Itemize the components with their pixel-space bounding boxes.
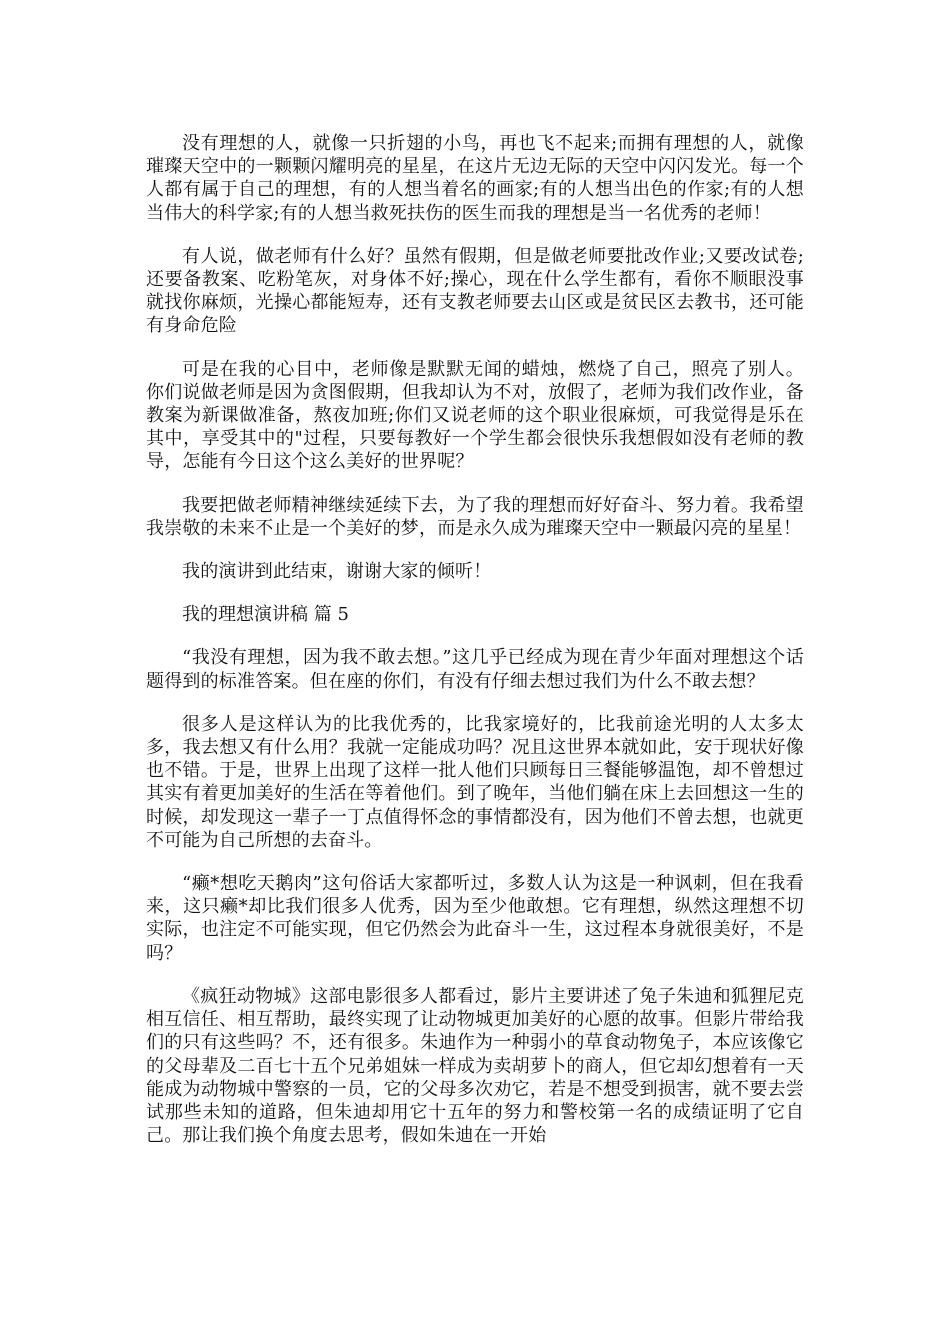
paragraph-continue-spirit: 我要把做老师精神继续延续下去，为了我的理想而好好奋斗、努力着。我希望我崇敬的未来不止是一个美好的梦，而是永久成为璀璨天空中一颗最闪亮的星星！ xyxy=(146,494,804,539)
paragraph-dare-not-think: “我没有理想，因为我不敢去想。”这几乎已经成为现在青少年面对理想这个话题得到的标准答案。但在座的你们，有没有仔细去想过我们为什么不敢去想？ xyxy=(146,647,804,692)
paragraph-ideal-intro: 没有理想的人，就像一只折翅的小鸟，再也飞不起来;而拥有理想的人，就像璀璨天空中的一颗颗闪耀明亮的星星，在这片无边无际的天空中闪闪发光。每一个人都有属于自己的理想，有的人想当着名的画家;有的人想当出色的作家;有的人想当伟大的科学家;有的人想当救死扶伤的医生而我的理想是当一名优秀的老师！ xyxy=(146,133,804,224)
document-page xyxy=(146,132,804,1167)
section-title: 我的理想演讲稿 篇 5 xyxy=(182,604,349,626)
paragraph-many-people: 很多人是这样认为的比我优秀的，比我家境好的，比我前途光明的人太多太多，我去想又有什么用？我就一定能成功吗？况且这世界本就如此，安于现状好像也不错。于是，世界上出现了这样一批人他们只顾每日三餐能够温饱，却不曾想过其实有着更加美好的生活在等着他们。到了晚年，当他们躺在床上去回想这一生的时候，却发现这一辈子一丁点值得怀念的事情都没有，因为他们不曾去想，也就更不可能为自己所想的去奋斗。 xyxy=(146,713,804,851)
paragraph-toad-proverb: “癞*想吃天鹅肉”这句俗话大家都听过，多数人认为这是一种讽刺，但在我看来，这只癞*却比我们很多人优秀，因为至少他敢想。它有理想，纵然这理想不切实际，也注定不可能实现，但它仍然会为此奋斗一生，这过程本身就很美好，不是吗？ xyxy=(146,873,804,964)
paragraph-teacher-candle: 可是在我的心目中，老师像是默默无闻的蜡烛，燃烧了自己，照亮了别人。 你们说做老师是因为贪图假期，但我却认为不对，放假了，老师为我们改作业，备教案为新课做准备，熬夜加班;你们又说老师的这个职业很麻烦，可我觉得是乐在其中，享受其中的"过程，只要每教好一个学生都会很快乐我想假如没有老师的教导，怎能有今日这个这么美好的世界呢？ xyxy=(146,358,804,473)
paragraph-closing: 我的演讲到此结束，谢谢大家的倾听！ xyxy=(182,561,492,583)
paragraph-teacher-complaints: 有人说，做老师有什么好？虽然有假期，但是做老师要批改作业;又要改试卷;还要备教案、吃粉笔灰，对身体不好;操心，现在什么学生都有，看你不顺眼没事就找你麻烦，光操心都能短寿，还有支教老师要去山区或是贫民区去教书，还可能有身命危险 xyxy=(146,245,804,337)
paragraph-zootopia: 《疯狂动物城》这部电影很多人都看过，影片主要讲述了兔子朱迪和狐狸尼克相互信任、相互帮助，最终实现了让动物城更加美好的心愿的故事。但影片带给我们的只有这些吗？不，还有很多。朱迪作为一种弱小的草食动物兔子，本应该像它的父母辈及二百七十五个兄弟姐妹一样成为卖胡萝卜的商人，但它却幻想着有一天能成为动物城中警察的一员，它的父母多次劝它，若是不想受到损害，就不要去尝试那些未知的道路，但朱迪却用它十五年的努力和警校第一名的成绩证明了它自己。那让我们换个角度去思考，假如朱迪在一开始 xyxy=(146,985,804,1147)
